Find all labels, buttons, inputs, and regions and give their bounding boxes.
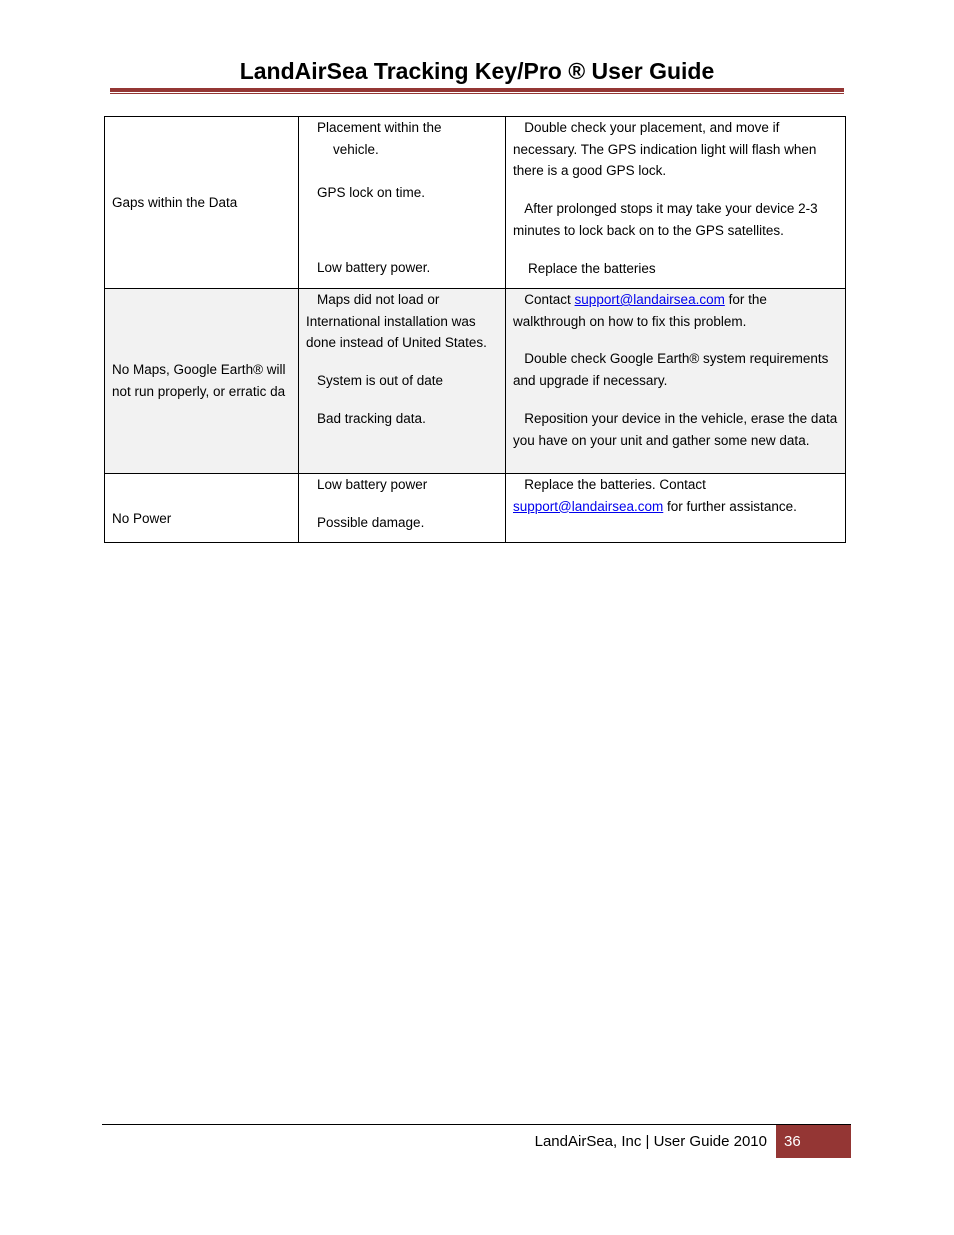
cause-text: System is out of date: [317, 373, 444, 389]
cause-text: Low battery power: [317, 477, 428, 492]
support-email-link[interactable]: support@landairsea.com: [574, 292, 725, 307]
solution-cell: [506, 474, 846, 543]
cause-text: Maps did not load or International installation was done instead of United States.: [306, 292, 487, 351]
header-rule-thin: [110, 93, 844, 94]
cause-cell: [299, 474, 506, 543]
page-number: 36: [776, 1125, 851, 1158]
problem-text: No Maps, Google Earth® will not run properly, or erratic da: [112, 362, 286, 399]
header-rule: [110, 88, 844, 92]
solution-text: Reposition your device in the vehicle, erase the data you have on your unit and gather some new data.: [513, 410, 838, 448]
support-email-link[interactable]: support@landairsea.com: [513, 498, 664, 514]
cause-text: GPS lock on time.: [317, 185, 426, 201]
solution-text: Replace the batteries: [528, 260, 656, 276]
problem-cell: [105, 117, 299, 289]
table-row: [105, 117, 846, 289]
cause-cell: [299, 117, 506, 289]
solution-cell: [506, 289, 846, 474]
page-title: LandAirSea Tracking Key/Pro ® User Guide: [239, 58, 715, 84]
problem-cell: [105, 289, 299, 474]
cause-text: vehicle.: [333, 141, 379, 157]
solution-text: Replace the batteries. Contact support@landairsea.com for further assistance.: [513, 477, 797, 514]
footer-rule: [102, 1124, 851, 1125]
table-row: [105, 289, 846, 474]
cause-cell: [299, 289, 506, 474]
cause-text: Placement within the: [317, 120, 442, 135]
solution-text: After prolonged stops it may take your device 2-3 minutes to lock back on to the GPS satellites.: [513, 201, 818, 238]
problem-text: No Power: [112, 511, 172, 527]
solution-text: Double check Google Earth® system requirements and upgrade if necessary.: [513, 351, 829, 389]
table-row: [105, 474, 846, 543]
solution-text: Double check your placement, and move if necessary. The GPS indication light will flash when there is a good GPS lock.: [513, 120, 817, 179]
cause-text: Low battery power.: [317, 260, 431, 276]
cause-text: Possible damage.: [317, 514, 425, 530]
solution-text: Contact support@landairsea.com for the walkthrough on how to fix this problem.: [513, 292, 767, 329]
troubleshooting-table: [104, 116, 846, 543]
cause-text: Bad tracking data.: [317, 410, 426, 426]
problem-cell: [105, 474, 299, 543]
problem-text: Gaps within the Data: [112, 194, 238, 210]
footer-text: LandAirSea, Inc | User Guide 2010: [534, 1133, 767, 1150]
solution-cell: [506, 117, 846, 289]
